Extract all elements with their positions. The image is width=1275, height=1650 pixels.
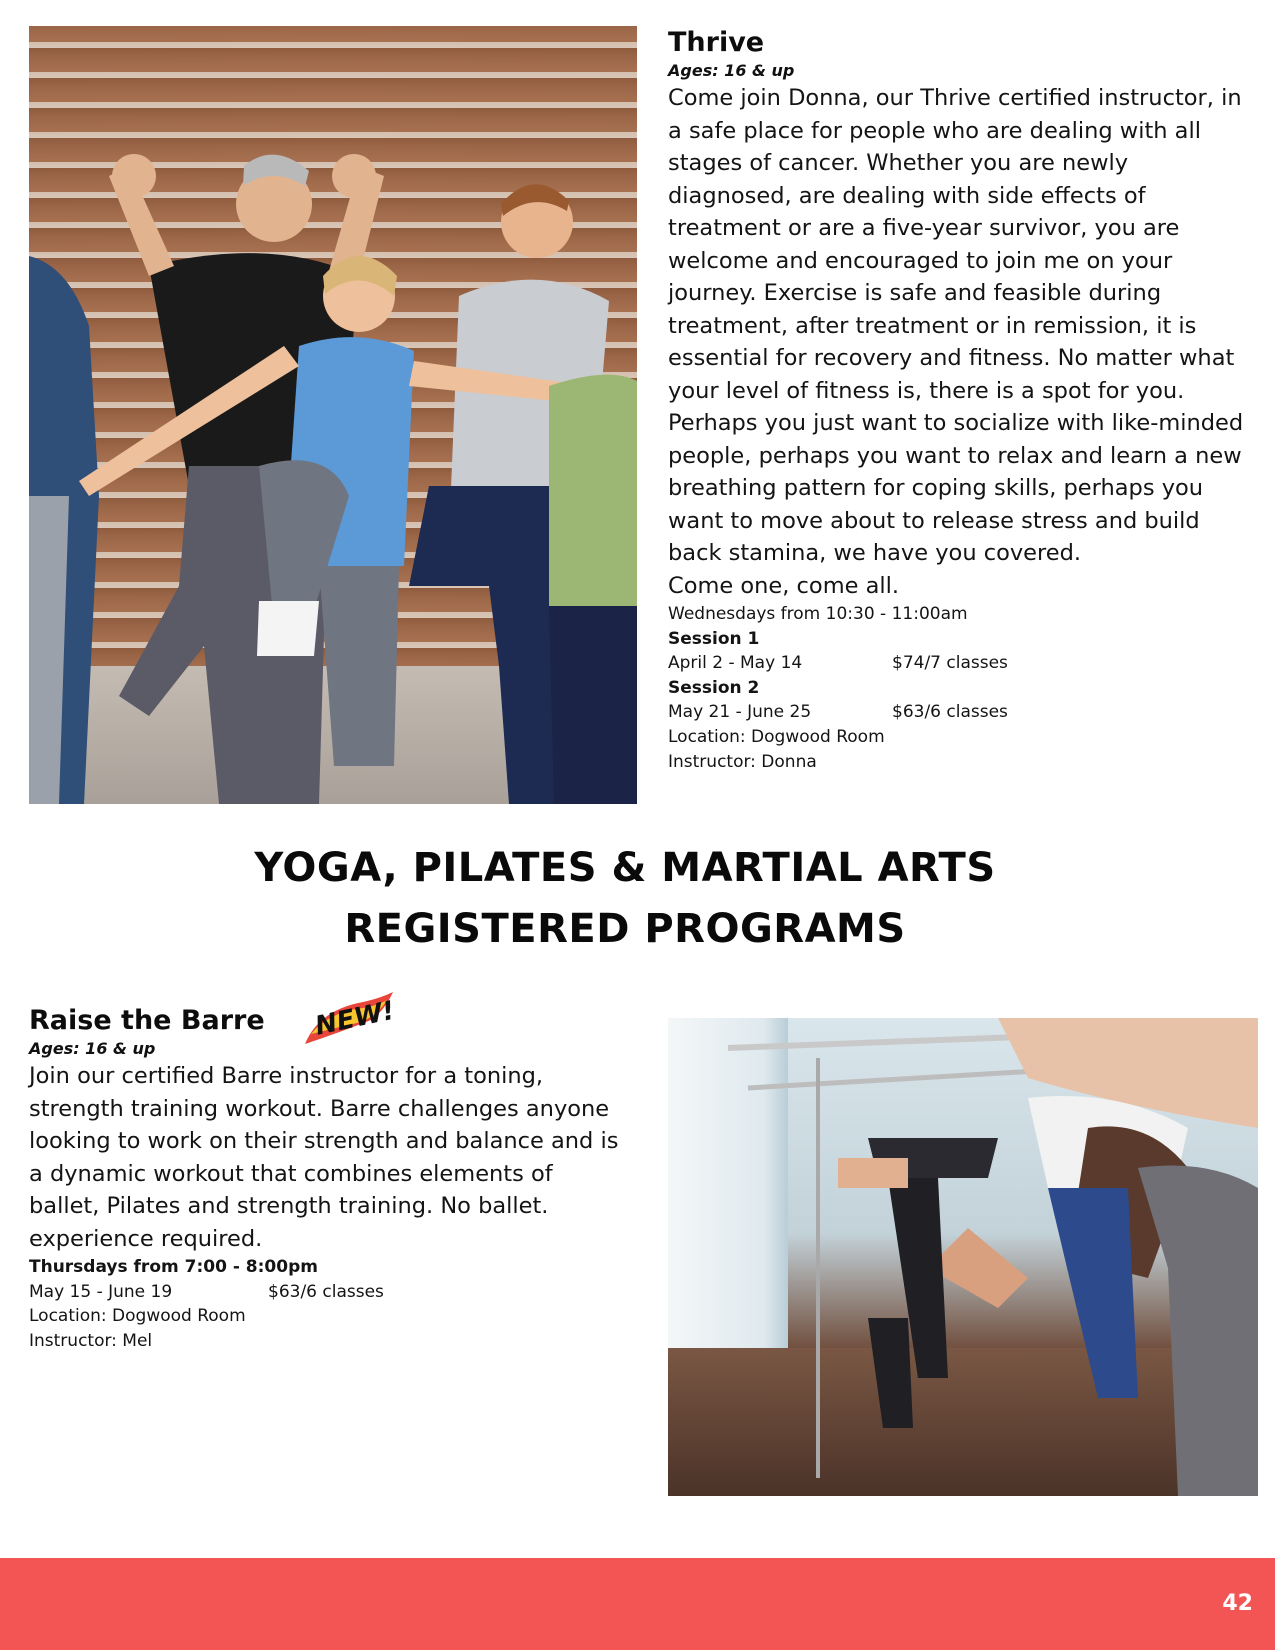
- barre-description-line: strength training workout. Barre challenges anyone: [29, 1095, 610, 1122]
- thrive-program: [668, 26, 1268, 774]
- barre-photo-figures: [668, 1018, 1258, 1496]
- thrive-description-line: back stamina, we have you covered.: [668, 540, 1082, 566]
- barre-dates: May 15 - June 19: [29, 1281, 173, 1302]
- barre-schedule: Thursdays from 7:00 - 8:00pm: [29, 1257, 318, 1277]
- thrive-description-line: journey. Exercise is safe and feasible during: [668, 280, 1162, 306]
- barre-location: Location: Dogwood Room: [29, 1306, 246, 1327]
- thrive-description-line: want to move about to release stress and build: [668, 507, 1200, 534]
- thrive-description-line: treatment or are a five-year survivor, you are: [668, 215, 1180, 241]
- barre-price: $63/6 classes: [268, 1281, 384, 1302]
- page-number: 42: [1222, 1591, 1253, 1616]
- thrive-instructor: Instructor: Donna: [668, 751, 817, 772]
- section-heading-line-2: REGISTERED PROGRAMS: [344, 906, 906, 952]
- thrive-session-1-label: Session 1: [668, 628, 760, 649]
- barre-title-row: [29, 995, 639, 1042]
- thrive-session-1-row: [668, 651, 1268, 676]
- thrive-description: [668, 82, 1268, 602]
- barre-title: Raise the Barre: [29, 1005, 265, 1036]
- section-heading-line-1: YOGA, PILATES & MARTIAL ARTS: [254, 845, 996, 891]
- thrive-description-line: breathing pattern for coping skills, perhaps you: [668, 475, 1204, 501]
- barre-description-line: Join our certified Barre instructor for a toning,: [29, 1063, 544, 1089]
- barre-program: [29, 995, 639, 1353]
- barre-description-line: looking to work on their strength and balance and is: [29, 1128, 619, 1154]
- barre-photo: [668, 1018, 1258, 1496]
- thrive-session-2-row: [668, 700, 1268, 725]
- thrive-ages: Ages: 16 & up: [668, 61, 795, 80]
- thrive-description-line: Perhaps you just want to socialize with like-minded: [668, 410, 1244, 436]
- thrive-description-line: stages of cancer. Whether you are newly: [668, 150, 1129, 176]
- thrive-location: Location: Dogwood Room: [668, 726, 885, 747]
- thrive-photo: [29, 26, 637, 804]
- thrive-description-line: welcome and encouraged to join me on your: [668, 247, 1173, 274]
- thrive-description-line: Come one, come all.: [668, 572, 900, 599]
- barre-description-line: a dynamic workout that combines elements of: [29, 1160, 553, 1187]
- thrive-photo-figures: [29, 26, 637, 804]
- barre-ages: Ages: 16 & up: [29, 1039, 156, 1058]
- barre-description-line: experience required.: [29, 1225, 263, 1252]
- footer-bar: [0, 1558, 1275, 1650]
- thrive-description-line: treatment, after treatment or in remission, it is: [668, 312, 1197, 339]
- thrive-title: Thrive: [668, 27, 765, 58]
- thrive-session-1-price: $74/7 classes: [892, 653, 1008, 674]
- thrive-description-line: your level of fitness is, there is a spot for you.: [668, 377, 1185, 404]
- barre-description-line: ballet, Pilates and strength training. No ballet.: [29, 1193, 549, 1219]
- thrive-schedule: Wednesdays from 10:30 - 11:00am: [668, 604, 968, 624]
- barre-instructor: Instructor: Mel: [29, 1330, 153, 1351]
- new-badge-icon: [301, 990, 397, 1048]
- thrive-session-2-dates: May 21 - June 25: [668, 702, 812, 723]
- thrive-session-1-dates: April 2 - May 14: [668, 653, 803, 674]
- section-heading: [0, 838, 1250, 960]
- thrive-description-line: Come join Donna, our Thrive certified instructor, in: [668, 85, 1242, 111]
- barre-session-row: [29, 1280, 639, 1305]
- new-badge-text: NEW!: [312, 995, 397, 1042]
- thrive-description-line: a safe place for people who are dealing with all: [668, 117, 1201, 144]
- thrive-session-2-price: $63/6 classes: [892, 702, 1008, 723]
- barre-description: [29, 1060, 639, 1255]
- thrive-description-line: essential for recovery and fitness. No matter what: [668, 345, 1235, 371]
- thrive-description-line: people, perhaps you want to relax and learn a new: [668, 442, 1242, 469]
- thrive-description-line: diagnosed, are dealing with side effects of: [668, 182, 1146, 209]
- thrive-session-2-label: Session 2: [668, 677, 760, 698]
